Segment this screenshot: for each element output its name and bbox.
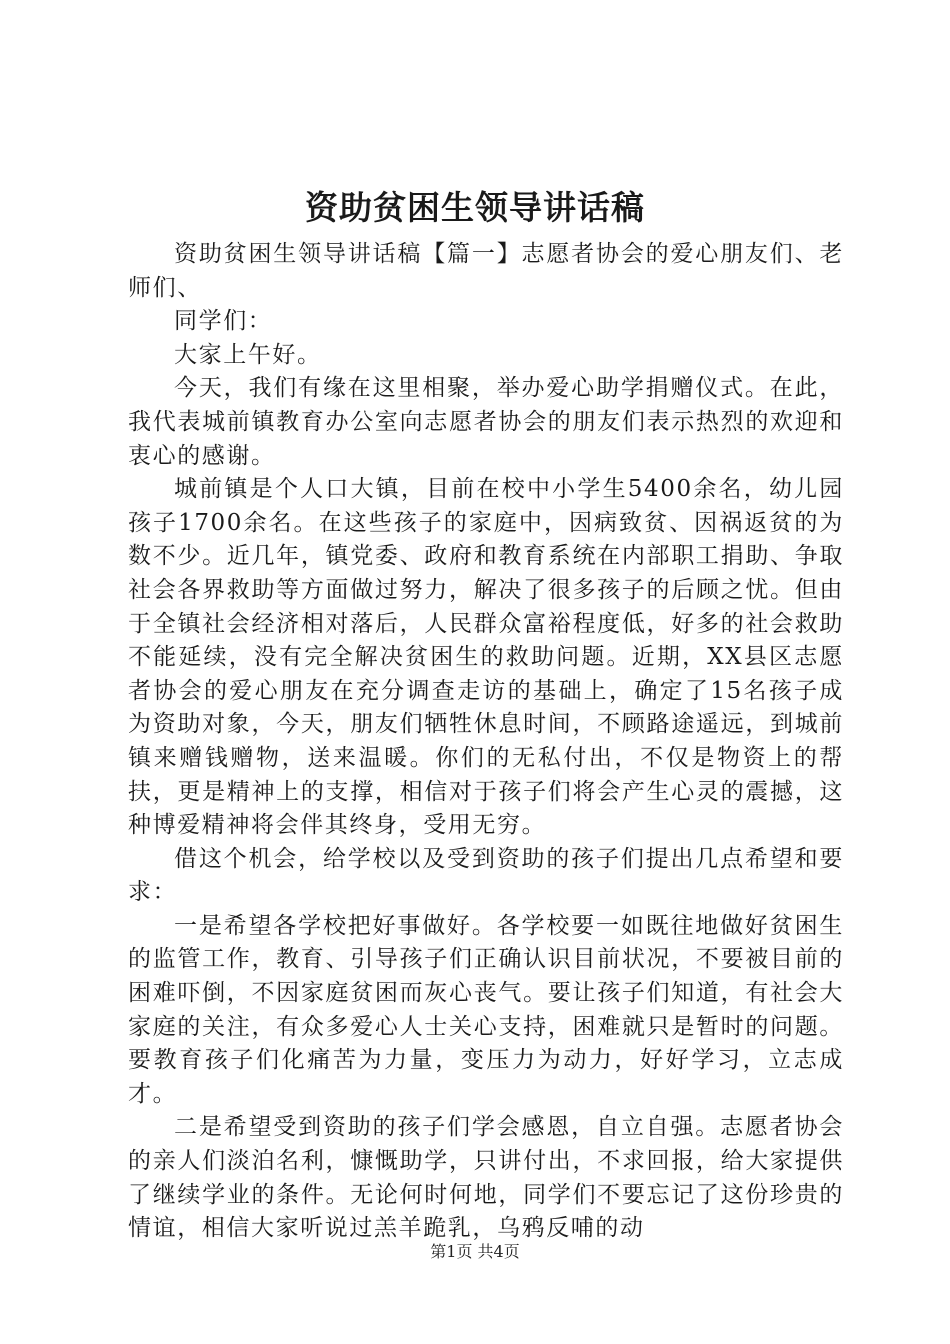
paragraph-hope-two: 二是希望受到资助的孩子们学会感恩，自立自强。志愿者协会的亲人们淡泊名利，慷慨助学，只讲付出，不求回报，给大家提供了继续学业的条件。无论何时何地，同学们不要忘记了这份珍贵的情谊，相信大家听说过羔羊跪乳，乌鸦反哺的动 — [128, 1114, 844, 1242]
paragraph-town-overview: 城前镇是个人口大镇，目前在校中小学生5400余名，幼儿园孩子1700余名。在这些孩子的家庭中，因病致贫、因祸返贫的为数不少。近几年，镇党委、政府和教育系统在内部职工捐助、争取社会各界救助等方面做过努力，解决了很多孩子的后顾之忧。但由于全镇社会经济相对落后，人民群众富裕程度低，好多的社会救助不能延续，没有完全解决贫困生的救助问题。近期，XX县区志愿者协会的爱心朋友在充分调查走访的基础上，确定了15名孩子成为资助对象，今天，朋友们牺牲休息时间，不顾路途遥远，到城前镇来赠钱赠物，送来温暖。你们的无私付出，不仅是物资上的帮扶，更是精神上的支撑，相信对于孩子们将会产生心灵的震撼，这种博爱精神将会伴其终身，受用无穷。 — [128, 476, 844, 839]
paragraph-hopes-intro: 借这个机会，给学校以及受到资助的孩子们提出几点希望和要求： — [128, 845, 844, 906]
paragraph-classmates: 同学们： — [174, 308, 273, 335]
document-title: 资助贫困生领导讲话稿 — [305, 188, 645, 227]
paragraph-welcome: 今天，我们有缘在这里相聚，举办爱心助学捐赠仪式。在此，我代表城前镇教育办公室向志愿者协会的朋友们表示热烈的欢迎和衷心的感谢。 — [128, 375, 844, 469]
paragraph-greeting: 资助贫困生领导讲话稿【篇一】志愿者协会的爱心朋友们、老师们、 — [128, 241, 844, 301]
document-body — [128, 238, 844, 1246]
paragraph-hope-one: 一是希望各学校把好事做好。各学校要一如既往地做好贫困生的监管工作，教育、引导孩子们正确认识目前状况，不要被目前的困难吓倒，不因家庭贫困而灰心丧气。要让孩子们知道，有社会大家庭的关注，有众多爱心人士关心支持，困难就只是暂时的问题。要教育孩子们化痛苦为力量，变压力为动力，好好学习，立志成才。 — [128, 912, 844, 1107]
paragraph-good-morning: 大家上午好。 — [174, 341, 322, 368]
page-footer: 第1页 共4页 — [430, 1242, 520, 1261]
